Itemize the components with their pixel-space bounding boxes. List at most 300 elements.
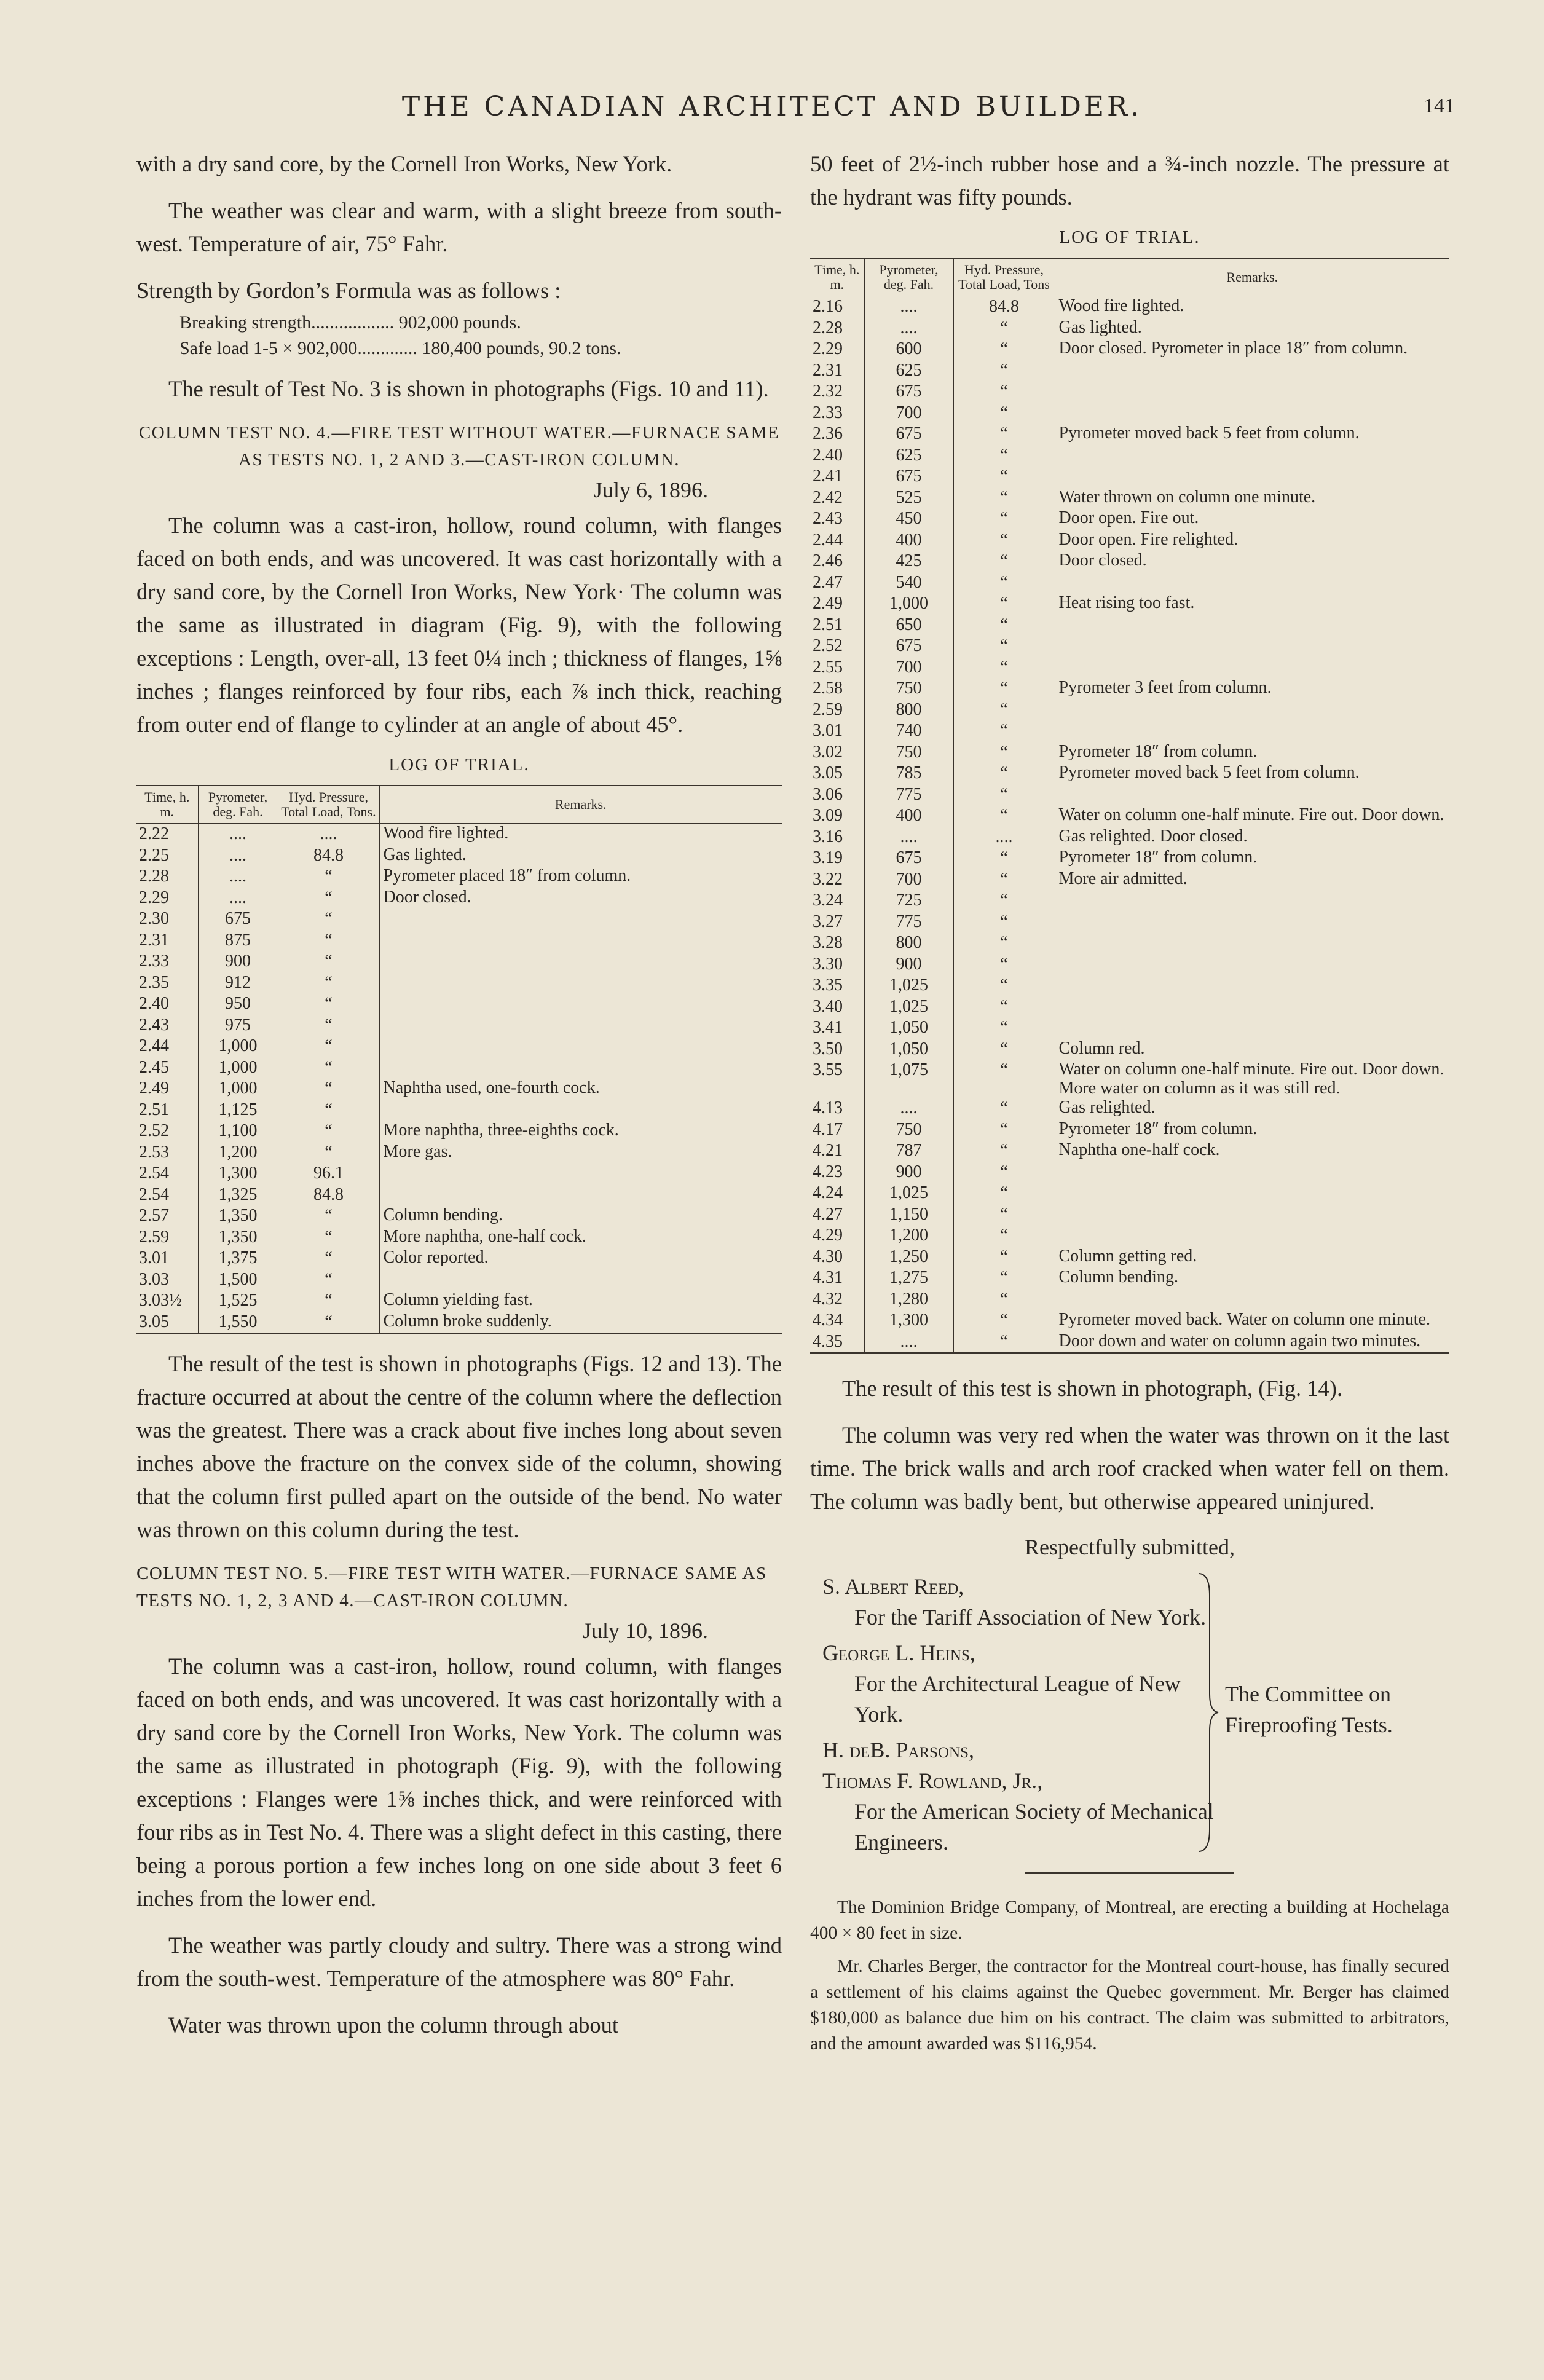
pressure-cell: “ xyxy=(953,381,1055,403)
pressure-cell: “ xyxy=(953,424,1055,445)
pyrometer-cell: .... xyxy=(864,827,953,848)
time-cell: 2.49 xyxy=(813,594,843,613)
table-row xyxy=(136,1057,782,1079)
journal-title: THE CANADIAN ARCHITECT AND BUILDER. xyxy=(401,91,1143,122)
pyrometer-cell: 725 xyxy=(864,890,953,912)
pressure-cell: “ xyxy=(953,848,1055,869)
table-row xyxy=(810,572,1449,594)
time-cell: 2.28 xyxy=(813,318,843,337)
signatory-heins: George L. Heins, xyxy=(822,1641,975,1665)
remarks-cell: More gas. xyxy=(379,1142,782,1164)
time-cell: 4.17 xyxy=(813,1119,843,1139)
time-cell: 4.21 xyxy=(813,1141,843,1160)
time-cell: 3.02 xyxy=(813,742,843,762)
time-cell: 2.22 xyxy=(139,824,169,843)
pyrometer-cell: 700 xyxy=(864,403,953,424)
pyrometer-cell: 775 xyxy=(864,912,953,933)
remarks-cell xyxy=(1055,996,1449,1018)
table-row xyxy=(810,424,1449,445)
pyrometer-cell: 1,025 xyxy=(864,996,953,1018)
table-row xyxy=(810,466,1449,487)
pyrometer-cell: 675 xyxy=(864,466,953,487)
pressure-cell: “ xyxy=(953,890,1055,912)
pressure-cell: “ xyxy=(278,866,379,888)
table-row xyxy=(136,1205,782,1227)
pressure-cell: “ xyxy=(953,1039,1055,1060)
pyrometer-cell: 775 xyxy=(864,784,953,806)
pyrometer-cell: .... xyxy=(198,845,278,867)
remarks-cell xyxy=(379,1184,782,1206)
remarks-cell: Pyrometer 18″ from column. xyxy=(1055,848,1449,869)
pyrometer-cell: 1,500 xyxy=(198,1269,278,1291)
pyrometer-cell: 750 xyxy=(864,678,953,699)
table-row xyxy=(810,954,1449,975)
table-row xyxy=(810,487,1449,509)
pyrometer-cell: 675 xyxy=(198,908,278,930)
pressure-cell: “ xyxy=(953,869,1055,891)
result-test4-paragraph: The result of the test is shown in photographs (Figs. 12 and 13). The fracture occurred at about the centre of the column where the deflection was the greatest. There was a crack about five inches long about seven inches above the fracture on the convex side of the column, showing that the column first pulled apart on the outside of the bend. No water was thrown on this column during the test. xyxy=(136,1351,782,1542)
time-cell: 2.31 xyxy=(139,930,169,950)
pressure-cell: “ xyxy=(953,975,1055,996)
pyrometer-cell: .... xyxy=(198,888,278,909)
table-row xyxy=(810,1267,1449,1289)
remarks-cell xyxy=(1055,975,1449,996)
table-row xyxy=(136,866,782,888)
remarks-cell: Pyrometer moved back 5 feet from column. xyxy=(1055,424,1449,445)
remarks-cell: Pyrometer placed 18″ from column. xyxy=(379,866,782,888)
pyrometer-cell: 700 xyxy=(864,657,953,679)
time-cell: 3.09 xyxy=(813,806,843,825)
pyrometer-cell: 1,000 xyxy=(198,1036,278,1057)
time-cell: 3.05 xyxy=(136,1312,198,1334)
time-cell: 2.52 xyxy=(139,1121,169,1140)
pressure-cell: “ xyxy=(278,930,379,952)
pyrometer-cell: 800 xyxy=(864,932,953,954)
pyrometer-cell: 400 xyxy=(864,805,953,827)
remarks-cell: Water on column one-half minute. Fire out. Door down. More water on column as it was still red. xyxy=(1055,1060,1449,1098)
remarks-cell: Column broke suddenly. xyxy=(379,1312,782,1334)
pyrometer-cell: .... xyxy=(864,1098,953,1119)
pressure-cell: “ xyxy=(953,339,1055,360)
column-red-paragraph: The column was very red when the water was thrown on it the last time. The brick walls and arch roof cracked when water fell on them. The column was badly bent, but otherwise appeared uninjured. xyxy=(810,1422,1449,1514)
time-cell: 3.24 xyxy=(813,891,843,910)
pressure-cell: “ xyxy=(953,1017,1055,1039)
time-cell: 2.16 xyxy=(813,297,843,316)
pressure-cell: “ xyxy=(278,1205,379,1227)
table-row xyxy=(810,1119,1449,1141)
pyrometer-cell: .... xyxy=(864,1331,953,1354)
pressure-cell: “ xyxy=(953,954,1055,975)
signatory-parsons: H. deB. Parsons, xyxy=(822,1738,975,1762)
strength-paragraph: Strength by Gordon’s Formula was as follows : xyxy=(136,278,561,303)
pyrometer-cell: 1,000 xyxy=(198,1078,278,1100)
time-cell: 2.51 xyxy=(813,615,843,634)
remarks-cell: Wood fire lighted. xyxy=(1055,296,1449,318)
time-cell: 4.34 xyxy=(813,1310,843,1330)
time-cell: 4.24 xyxy=(813,1183,843,1202)
time-cell: 3.01 xyxy=(813,721,843,740)
time-cell: 4.23 xyxy=(813,1162,843,1181)
time-cell: 2.45 xyxy=(139,1057,169,1077)
remarks-cell: Column getting red. xyxy=(1055,1247,1449,1268)
time-cell: 3.22 xyxy=(813,869,843,889)
pressure-cell: 84.8 xyxy=(953,296,1055,318)
remarks-cell: Door closed. xyxy=(379,888,782,909)
time-cell: 3.50 xyxy=(813,1039,843,1058)
pyrometer-cell: 1,000 xyxy=(198,1057,278,1079)
pyrometer-cell: 875 xyxy=(198,930,278,952)
remarks-cell xyxy=(1055,657,1449,679)
log-table-test5 xyxy=(810,258,1449,1354)
pyrometer-cell: 912 xyxy=(198,972,278,994)
table-row xyxy=(136,1248,782,1269)
signatory-reed: S. Albert Reed, xyxy=(822,1574,964,1599)
pressure-cell: “ xyxy=(953,530,1055,551)
time-cell: 2.53 xyxy=(139,1142,169,1162)
table-row xyxy=(810,403,1449,424)
pyrometer-cell: 625 xyxy=(864,360,953,382)
pressure-cell: “ xyxy=(953,403,1055,424)
time-cell: 2.54 xyxy=(139,1184,169,1204)
time-cell: 2.30 xyxy=(139,909,169,928)
pyrometer-cell: 675 xyxy=(864,381,953,403)
remarks-cell: Door open. Fire out. xyxy=(1055,508,1449,530)
remarks-cell: Naphtha one-half cock. xyxy=(1055,1140,1449,1162)
table-row xyxy=(136,1312,782,1334)
result-test5-paragraph: The result of this test is shown in photograph, (Fig. 14). xyxy=(842,1376,1343,1401)
col-pyrometer: Pyrometer, deg. Fah. xyxy=(864,258,953,296)
test5-date: July 10, 1896. xyxy=(582,1618,708,1643)
remarks-cell: Wood fire lighted. xyxy=(379,824,782,845)
table-row xyxy=(810,1017,1449,1039)
pressure-cell: “ xyxy=(278,1142,379,1164)
time-cell: 2.40 xyxy=(139,994,169,1013)
pyrometer-cell: 1,375 xyxy=(198,1248,278,1269)
table-row xyxy=(810,636,1449,657)
test4-description: The column was a cast-iron, hollow, round column, with flanges faced on both ends, and was uncovered. It was cast horizontally with a dry sand core, by the Cornell Iron Works, New York· The column was the same as illustrated in diagram (Fig. 9), with the following exceptions : Length, over-all, 13 feet 0¼ inch ; thickness of flanges, 1⅝ inches ; flanges reinforced by four ribs, each ⅞ inch thick, reaching from outer end of flange to cylinder at an angle of about 45°. xyxy=(136,513,782,737)
pyrometer-cell: 1,050 xyxy=(864,1039,953,1060)
pressure-cell: “ xyxy=(953,657,1055,679)
pyrometer-cell: 900 xyxy=(864,1162,953,1183)
pressure-cell: “ xyxy=(953,742,1055,763)
pyrometer-cell: 900 xyxy=(198,951,278,972)
time-cell: 3.41 xyxy=(813,1018,843,1037)
table-row xyxy=(136,1142,782,1164)
remarks-cell: Column red. xyxy=(1055,1039,1449,1060)
pyrometer-cell: 1,350 xyxy=(198,1227,278,1248)
table-row xyxy=(810,1098,1449,1119)
pyrometer-cell: 1,325 xyxy=(198,1184,278,1206)
pressure-cell: .... xyxy=(278,824,379,845)
time-cell: 2.32 xyxy=(813,382,843,401)
remarks-cell: Door down and water on column again two minutes. xyxy=(1055,1331,1449,1354)
signatory-reed-org: For the Tariff Association of New York. xyxy=(854,1605,1207,1629)
pressure-cell: “ xyxy=(278,1015,379,1036)
remarks-cell xyxy=(379,1015,782,1036)
pressure-cell: “ xyxy=(953,466,1055,487)
table-row xyxy=(810,530,1449,551)
log-title-test5: LOG OF TRIAL. xyxy=(1059,227,1200,247)
time-cell: 2.25 xyxy=(139,845,169,865)
remarks-cell xyxy=(1055,1289,1449,1310)
remarks-cell: Pyrometer 3 feet from column. xyxy=(1055,678,1449,699)
table-row xyxy=(136,1036,782,1057)
time-cell: 4.32 xyxy=(813,1289,843,1309)
remarks-cell: Pyrometer moved back. Water on column one minute. xyxy=(1055,1310,1449,1331)
remarks-cell: Water on column one-half minute. Fire out. Door down. xyxy=(1055,805,1449,827)
intro-paragraph: with a dry sand core, by the Cornell Iron Works, New York. xyxy=(136,151,672,176)
table-row xyxy=(136,1100,782,1121)
pyrometer-cell: 1,300 xyxy=(864,1310,953,1331)
table-row xyxy=(136,993,782,1015)
pressure-cell: “ xyxy=(953,1140,1055,1162)
remarks-cell xyxy=(1055,784,1449,806)
time-cell: 2.29 xyxy=(813,339,843,358)
remarks-cell xyxy=(379,1163,782,1184)
table-row xyxy=(136,1227,782,1248)
remarks-cell: Door closed. Pyrometer in place 18″ from column. xyxy=(1055,339,1449,360)
pressure-cell: “ xyxy=(953,699,1055,721)
note-berger: Mr. Charles Berger, the contractor for the Montreal court-house, has finally secured a settlement of his claims against the Quebec government. Mr. Berger has claimed $180,000 as balance due him on his contract. The claim was submitted to arbitrators, and the amount awarded was $116,954. xyxy=(810,1956,1449,2054)
time-cell: 3.40 xyxy=(813,996,843,1016)
test4-heading: COLUMN TEST NO. 4.—FIRE TEST WITHOUT WATER.—FURNACE SAME AS TESTS NO. 1, 2 AND 3.—CAST-IRON COLUMN. xyxy=(138,423,780,470)
pressure-cell: “ xyxy=(953,487,1055,509)
pressure-cell: “ xyxy=(953,1289,1055,1310)
remarks-cell xyxy=(1055,381,1449,403)
time-cell: 2.51 xyxy=(139,1100,169,1119)
pyrometer-cell: 750 xyxy=(864,1119,953,1141)
remarks-cell xyxy=(1055,360,1449,382)
pressure-cell: “ xyxy=(278,1121,379,1142)
signature-block xyxy=(810,1571,1449,1854)
pressure-cell: “ xyxy=(953,360,1055,382)
remarks-cell: Naphtha used, one-fourth cock. xyxy=(379,1078,782,1100)
time-cell: 2.47 xyxy=(813,572,843,592)
remarks-cell: Pyrometer moved back 5 feet from column. xyxy=(1055,763,1449,784)
pyrometer-cell: 675 xyxy=(864,424,953,445)
table-row xyxy=(810,615,1449,636)
time-cell: 3.28 xyxy=(813,933,843,952)
pyrometer-cell: 675 xyxy=(864,848,953,869)
pyrometer-cell: 785 xyxy=(864,763,953,784)
col-remarks: Remarks. xyxy=(379,786,782,824)
remarks-cell xyxy=(379,930,782,952)
pyrometer-cell: 400 xyxy=(864,530,953,551)
time-cell: 2.43 xyxy=(813,509,843,528)
table-row xyxy=(136,972,782,994)
pressure-cell: “ xyxy=(278,1227,379,1248)
remarks-cell xyxy=(1055,1162,1449,1183)
weather5-paragraph: The weather was partly cloudy and sultry. There was a strong wind from the south-west. Temperature of the atmosphere was 80° Fahr. xyxy=(136,1933,782,1991)
pyrometer-cell: 1,280 xyxy=(864,1289,953,1310)
time-cell: 2.42 xyxy=(813,487,843,507)
remarks-cell xyxy=(1055,403,1449,424)
pyrometer-cell: .... xyxy=(198,866,278,888)
page-header xyxy=(0,91,1544,134)
remarks-cell: Gas relighted. xyxy=(1055,1098,1449,1119)
pressure-cell: “ xyxy=(953,1098,1055,1119)
time-cell: 3.01 xyxy=(139,1248,169,1267)
right-column xyxy=(810,148,1449,2064)
safe-load-line: Safe load 1-5 × 902,000............. 180,400 pounds, 90.2 tons. xyxy=(179,338,621,358)
time-cell: 4.27 xyxy=(813,1204,843,1224)
table-row xyxy=(136,1078,782,1100)
time-cell: 2.54 xyxy=(139,1164,169,1183)
remarks-cell: More naphtha, one-half cock. xyxy=(379,1227,782,1248)
time-cell: 2.35 xyxy=(139,972,169,992)
table-row xyxy=(136,845,782,867)
remarks-cell xyxy=(379,908,782,930)
pressure-cell: “ xyxy=(278,1057,379,1079)
pressure-cell: “ xyxy=(278,1078,379,1100)
remarks-cell xyxy=(1055,636,1449,657)
pyrometer-cell: 600 xyxy=(864,339,953,360)
signatory-rowland: Thomas F. Rowland, Jr., xyxy=(822,1768,1043,1793)
pyrometer-cell: 450 xyxy=(864,508,953,530)
time-cell: 3.35 xyxy=(813,975,843,995)
pyrometer-cell: 1,025 xyxy=(864,1183,953,1204)
table-row xyxy=(136,1121,782,1142)
table-row xyxy=(136,888,782,909)
pyrometer-cell: 1,025 xyxy=(864,975,953,996)
col-time: Time, h. m. xyxy=(136,786,198,824)
pressure-cell: “ xyxy=(278,908,379,930)
pressure-cell: “ xyxy=(278,1100,379,1121)
test4-date: July 6, 1896. xyxy=(593,478,708,502)
table-row xyxy=(810,720,1449,742)
pyrometer-cell: 1,100 xyxy=(198,1121,278,1142)
remarks-cell xyxy=(1055,890,1449,912)
time-cell: 4.31 xyxy=(813,1268,843,1287)
table-row xyxy=(810,296,1449,318)
time-cell: 2.44 xyxy=(139,1036,169,1055)
table-row xyxy=(810,827,1449,848)
pressure-cell: “ xyxy=(953,1310,1055,1331)
remarks-cell xyxy=(379,1100,782,1121)
col-pyrometer: Pyrometer, deg. Fah. xyxy=(198,786,278,824)
table-row xyxy=(136,908,782,930)
weather-paragraph: The weather was clear and warm, with a slight breeze from south-west. Temperature of air, 75° Fahr. xyxy=(136,198,782,256)
table-row xyxy=(810,1060,1449,1098)
pyrometer-cell: 900 xyxy=(864,954,953,975)
table-row xyxy=(810,1247,1449,1268)
pressure-cell: “ xyxy=(953,1331,1055,1354)
pressure-cell: “ xyxy=(953,1204,1055,1226)
time-cell: 2.40 xyxy=(813,445,843,465)
remarks-cell: Heat rising too fast. xyxy=(1055,593,1449,615)
table-row xyxy=(810,742,1449,763)
pyrometer-cell: 975 xyxy=(198,1015,278,1036)
time-cell: 2.28 xyxy=(139,867,169,886)
remarks-cell xyxy=(379,1269,782,1291)
left-column xyxy=(136,148,782,2055)
remarks-cell xyxy=(1055,1017,1449,1039)
pressure-cell: “ xyxy=(953,593,1055,615)
pressure-cell: “ xyxy=(278,993,379,1015)
time-cell: 2.55 xyxy=(813,657,843,677)
time-cell: 3.19 xyxy=(813,848,843,867)
pressure-cell: “ xyxy=(953,1225,1055,1247)
pyrometer-cell: 650 xyxy=(864,615,953,636)
remarks-cell xyxy=(1055,912,1449,933)
remarks-cell: Door open. Fire relighted. xyxy=(1055,530,1449,551)
brace-icon xyxy=(1196,1571,1221,1854)
pressure-cell: “ xyxy=(953,1183,1055,1204)
divider xyxy=(1025,1872,1234,1874)
pyrometer-cell: 700 xyxy=(864,869,953,891)
remarks-cell: Gas lighted. xyxy=(379,845,782,867)
table-row xyxy=(810,699,1449,721)
pyrometer-cell: 1,275 xyxy=(864,1267,953,1289)
table-row xyxy=(810,912,1449,933)
remarks-cell xyxy=(1055,572,1449,594)
pressure-cell: .... xyxy=(953,827,1055,848)
table-row xyxy=(810,1140,1449,1162)
table-row xyxy=(810,932,1449,954)
pressure-cell: 84.8 xyxy=(278,1184,379,1206)
pressure-cell: “ xyxy=(953,678,1055,699)
table-row xyxy=(810,445,1449,467)
pyrometer-cell: 675 xyxy=(864,636,953,657)
remarks-cell: Column bending. xyxy=(1055,1267,1449,1289)
pressure-cell: “ xyxy=(278,1312,379,1334)
time-cell: 2.33 xyxy=(139,952,169,971)
pyrometer-cell: .... xyxy=(198,824,278,845)
pyrometer-cell: 1,525 xyxy=(198,1290,278,1312)
pressure-cell: “ xyxy=(953,763,1055,784)
signatories xyxy=(822,1571,1216,1858)
remarks-cell xyxy=(1055,720,1449,742)
water-paragraph: Water was thrown upon the column through about xyxy=(168,2012,618,2038)
pressure-cell: “ xyxy=(953,912,1055,933)
remarks-cell: More air admitted. xyxy=(1055,869,1449,891)
time-cell: 3.16 xyxy=(813,827,843,846)
pressure-cell: “ xyxy=(953,720,1055,742)
remarks-cell xyxy=(1055,445,1449,467)
time-cell: 2.41 xyxy=(813,467,843,486)
pyrometer-cell: 1,250 xyxy=(864,1247,953,1268)
time-cell: 3.05 xyxy=(813,763,843,782)
table-row xyxy=(810,1183,1449,1204)
table-row xyxy=(136,1290,782,1312)
remarks-cell: Door closed. xyxy=(1055,551,1449,572)
pressure-cell: “ xyxy=(953,445,1055,467)
pyrometer-cell: 540 xyxy=(864,572,953,594)
pressure-cell: “ xyxy=(278,972,379,994)
pressure-cell: “ xyxy=(953,1247,1055,1268)
time-cell: 3.03½ xyxy=(139,1291,182,1310)
remarks-cell: Gas relighted. Door closed. xyxy=(1055,827,1449,848)
time-cell: 2.36 xyxy=(813,424,843,443)
time-cell: 2.31 xyxy=(813,360,843,380)
table-row xyxy=(810,339,1449,360)
test5-heading: COLUMN TEST NO. 5.—FIRE TEST WITH WATER.—FURNACE SAME AS TESTS NO. 1, 2, 3 AND 4.—CAST-IRON COLUMN. xyxy=(136,1564,767,1610)
remarks-cell xyxy=(379,1057,782,1079)
remarks-cell: Pyrometer 18″ from column. xyxy=(1055,742,1449,763)
pyrometer-cell: 950 xyxy=(198,993,278,1015)
pyrometer-cell: 425 xyxy=(864,551,953,572)
table-row xyxy=(136,930,782,952)
time-cell: 2.52 xyxy=(813,636,843,655)
pressure-cell: “ xyxy=(953,572,1055,594)
time-cell: 2.46 xyxy=(813,551,843,570)
pressure-cell: “ xyxy=(278,1036,379,1057)
table-row xyxy=(810,551,1449,572)
table-row xyxy=(136,1163,782,1184)
table-row xyxy=(136,1269,782,1291)
time-cell: 3.27 xyxy=(813,912,843,931)
signatory-heins-org: For the Architectural League of New York. xyxy=(854,1671,1181,1727)
